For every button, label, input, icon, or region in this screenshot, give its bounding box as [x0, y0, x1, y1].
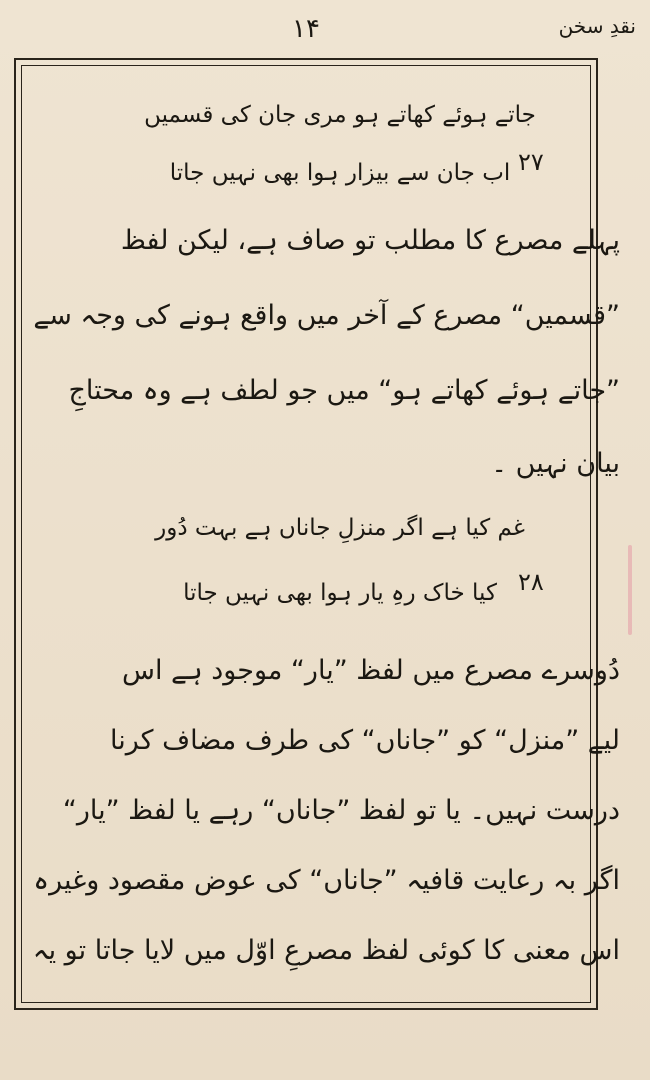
commentary-27-line-2: ”قسمیں“ مصرع کے آخر میں واقع ہونے کی وجہ سے	[33, 300, 620, 331]
commentary-28-line-3: درست نہیں۔ یا تو لفظ ”جاناں“ رہے یا لفظ ”یار“	[62, 795, 620, 826]
page-number: ۱۴	[292, 14, 320, 44]
commentary-27-line-4: بیان نہیں ۔	[491, 448, 620, 479]
verse-28-line-2: کیا خاک رہِ یار ہوا بھی نہیں جاتا	[183, 580, 497, 606]
commentary-28-line-5: اس معنی کا کوئی لفظ مصرعِ اوّل میں لایا جاتا تو یہ	[32, 935, 620, 966]
verse-28-number: ۲۸	[518, 568, 544, 596]
book-title: نقدِ سخن	[558, 14, 636, 38]
commentary-27-line-1: پہلے مصرع کا مطلب تو صاف ہے، لیکن لفظ	[120, 225, 620, 256]
commentary-28-line-1: دُوسرے مصرع میں لفظ ”یار“ موجود ہے اس	[122, 655, 620, 686]
commentary-28-line-2: لیے ”منزل“ کو ”جاناں“ کی طرف مضاف کرنا	[110, 725, 620, 756]
verse-27-number: ۲۷	[518, 148, 544, 176]
margin-pencil-mark	[628, 545, 632, 635]
commentary-28-line-4: اگر بہ رعایت قافیہ ”جاناں“ کی عوض مقصود وغیرہ	[33, 865, 620, 896]
verse-27-line-1: جاتے ہوئے کھاتے ہو مری جان کی قسمیں	[144, 102, 536, 128]
commentary-27-line-3: ”جاتے ہوئے کھاتے ہو“ میں جو لطف ہے وہ محتاجِ	[68, 375, 620, 406]
verse-27-line-2: اب جان سے بیزار ہوا بھی نہیں جاتا	[169, 160, 511, 186]
verse-28-line-1: غم کیا ہے اگر منزلِ جاناں ہے بہت دُور	[155, 515, 525, 541]
